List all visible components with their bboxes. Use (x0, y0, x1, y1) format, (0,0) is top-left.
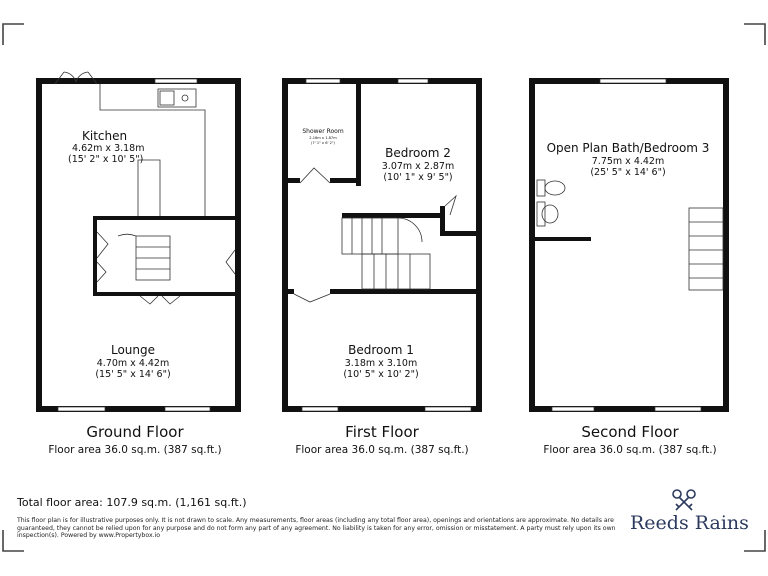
ground-floor-title: Ground Floor (86, 423, 184, 441)
disclaimer-text: This floor plan is for illustrative purposes only. It is not drawn to scale. Any measurements, floor areas (including any total floor area), openings and orientations are approximate. No details are guaranteed, they cannot be relied upon for any purpose and do not form any part of any agreement. No liability is taken for any error, omission or misstatement. A party must rely upon its own inspection(s). Powered by www.Propertybox.io (17, 517, 616, 540)
bedroom-1-label: Bedroom 1 (348, 343, 414, 357)
bedroom-1-dims: 3.18m x 3.10m (344, 358, 418, 369)
bath-bedroom-3-imperial: (25' 5" x 14' 6") (590, 167, 666, 178)
total-floor-area: Total floor area: 107.9 sq.m. (1,161 sq.ft.) (17, 496, 247, 509)
ground-floor-area: Floor area 36.0 sq.m. (387 sq.ft.) (48, 444, 222, 456)
kitchen-imperial: (15' 2" x 10' 5") (68, 154, 144, 165)
bath-bedroom-3-label: Open Plan Bath/Bedroom 3 (546, 141, 710, 155)
lounge-label: Lounge (110, 343, 156, 357)
lounge-dims: 4.70m x 4.42m (96, 358, 170, 369)
kitchen-dims: 4.62m x 3.18m (72, 143, 145, 154)
crossed-keys-icon (670, 488, 698, 512)
second-floor-area: Floor area 36.0 sq.m. (387 sq.ft.) (543, 444, 717, 456)
bath-bedroom-3-dims: 7.75m x 4.42m (591, 156, 665, 167)
kitchen-label: Kitchen (82, 129, 128, 143)
second-floor-title: Second Floor (581, 423, 679, 441)
shower-room-label: Shower Room (302, 128, 344, 135)
bedroom-2-label: Bedroom 2 (385, 146, 451, 160)
bedroom-2-imperial: (10' 1" x 9' 5") (383, 172, 453, 183)
first-floor-area: Floor area 36.0 sq.m. (387 sq.ft.) (295, 444, 469, 456)
crop-marks (3, 24, 765, 551)
bedroom-2-dims: 3.07m x 2.87m (381, 161, 455, 172)
second-floor-plan (529, 78, 729, 412)
brand-logo-text: Reeds Rains (630, 512, 749, 534)
shower-room-imperial: (7' 1" x 6' 2") (311, 141, 335, 145)
lounge-imperial: (15' 5" x 14' 6") (95, 369, 171, 380)
shower-room-dims: 2.16m x 1.87m (309, 136, 337, 140)
first-floor-title: First Floor (345, 423, 419, 441)
bedroom-1-imperial: (10' 5" x 10' 2") (343, 369, 419, 380)
